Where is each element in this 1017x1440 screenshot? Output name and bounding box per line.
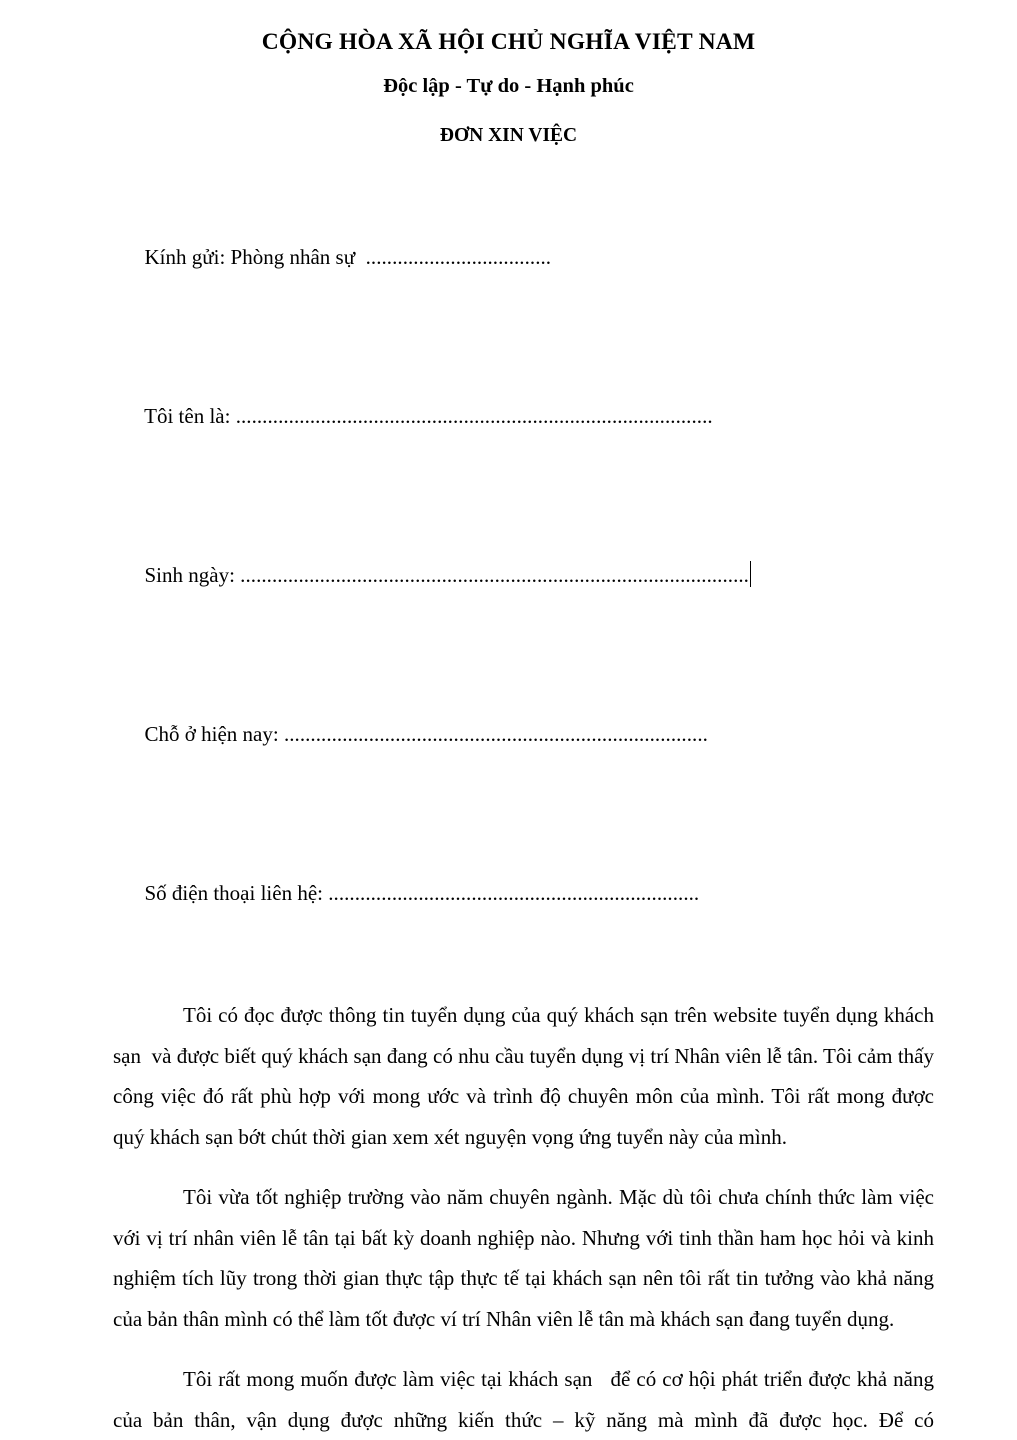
national-motto: Độc lập - Tự do - Hạnh phúc <box>383 75 634 98</box>
field-dots-birth-date[interactable]: ................................................................................................ <box>240 563 749 588</box>
national-heading: CỘNG HÒA XÃ HỘI CHỦ NGHĨA VIỆT NAM <box>261 29 756 55</box>
field-dots-recipient[interactable]: ................................... <box>365 245 552 270</box>
body-paragraph-1[interactable]: Tôi có đọc được thông tin tuyển dụng của quý khách sạn trên website tuyển dụng khách sạn và được biết quý khách sạn đang có nhu cầu tuyển dụng vị trí Nhân viên lễ tân. Tôi cảm thấy công việc đó rất phù hợp với mong ước và trình độ chuyên môn của mình. Tôi rất mong được quý khách sạn bớt chút thời gian xem xét nguyện vọng ứng tuyển này của mình. <box>113 1003 940 1149</box>
letter-body <box>0 995 1017 1440</box>
form-row-recipient[interactable] <box>113 178 947 337</box>
field-label-full-name: Tôi tên là: <box>144 404 236 429</box>
field-label-current-address: Chỗ ở hiện nay: <box>144 722 284 747</box>
field-label-recipient: Kính gửi: Phòng nhân sự <box>144 245 366 270</box>
field-dots-full-name[interactable]: .......................................................................................... <box>235 404 713 429</box>
body-paragraph-2[interactable]: Tôi vừa tốt nghiệp trường vào năm chuyên ngành. Mặc dù tôi chưa chính thức làm việc với vị trí nhân viên lễ tân tại bất kỳ doanh nghiệp nào. Nhưng với tinh thần ham học hỏi và kinh nghiệm tích lũy trong thời gian thực tập thực tế tại khách sạn nên tôi rất tin tưởng vào khả năng của bản thân mình có thể làm tốt được ví trí Nhân viên lễ tân mà khách sạn đang tuyển dụng. <box>113 1185 940 1331</box>
field-label-phone-number: Số điện thoại liên hệ: <box>144 881 329 906</box>
field-dots-current-address[interactable]: ................................................................................ <box>283 722 708 747</box>
form-row-phone-number[interactable] <box>113 814 947 973</box>
field-label-birth-date: Sinh ngày: <box>144 563 241 588</box>
form-row-current-address[interactable] <box>113 655 947 814</box>
applicant-info-fields <box>0 178 1017 973</box>
document-title: ĐƠN XIN VIỆC <box>439 124 578 146</box>
form-row-birth-date[interactable] <box>113 496 947 655</box>
text-cursor <box>750 561 751 587</box>
body-paragraph-3[interactable]: Tôi rất mong muốn được làm việc tại khách sạn để có cơ hội phát triển được khả năng của bản thân, vận dụng được những kiến thức – kỹ năng mà mình đã được học. Để có <box>113 1367 940 1432</box>
form-row-full-name[interactable] <box>113 337 947 496</box>
field-dots-phone-number[interactable]: ...................................................................... <box>328 881 700 906</box>
